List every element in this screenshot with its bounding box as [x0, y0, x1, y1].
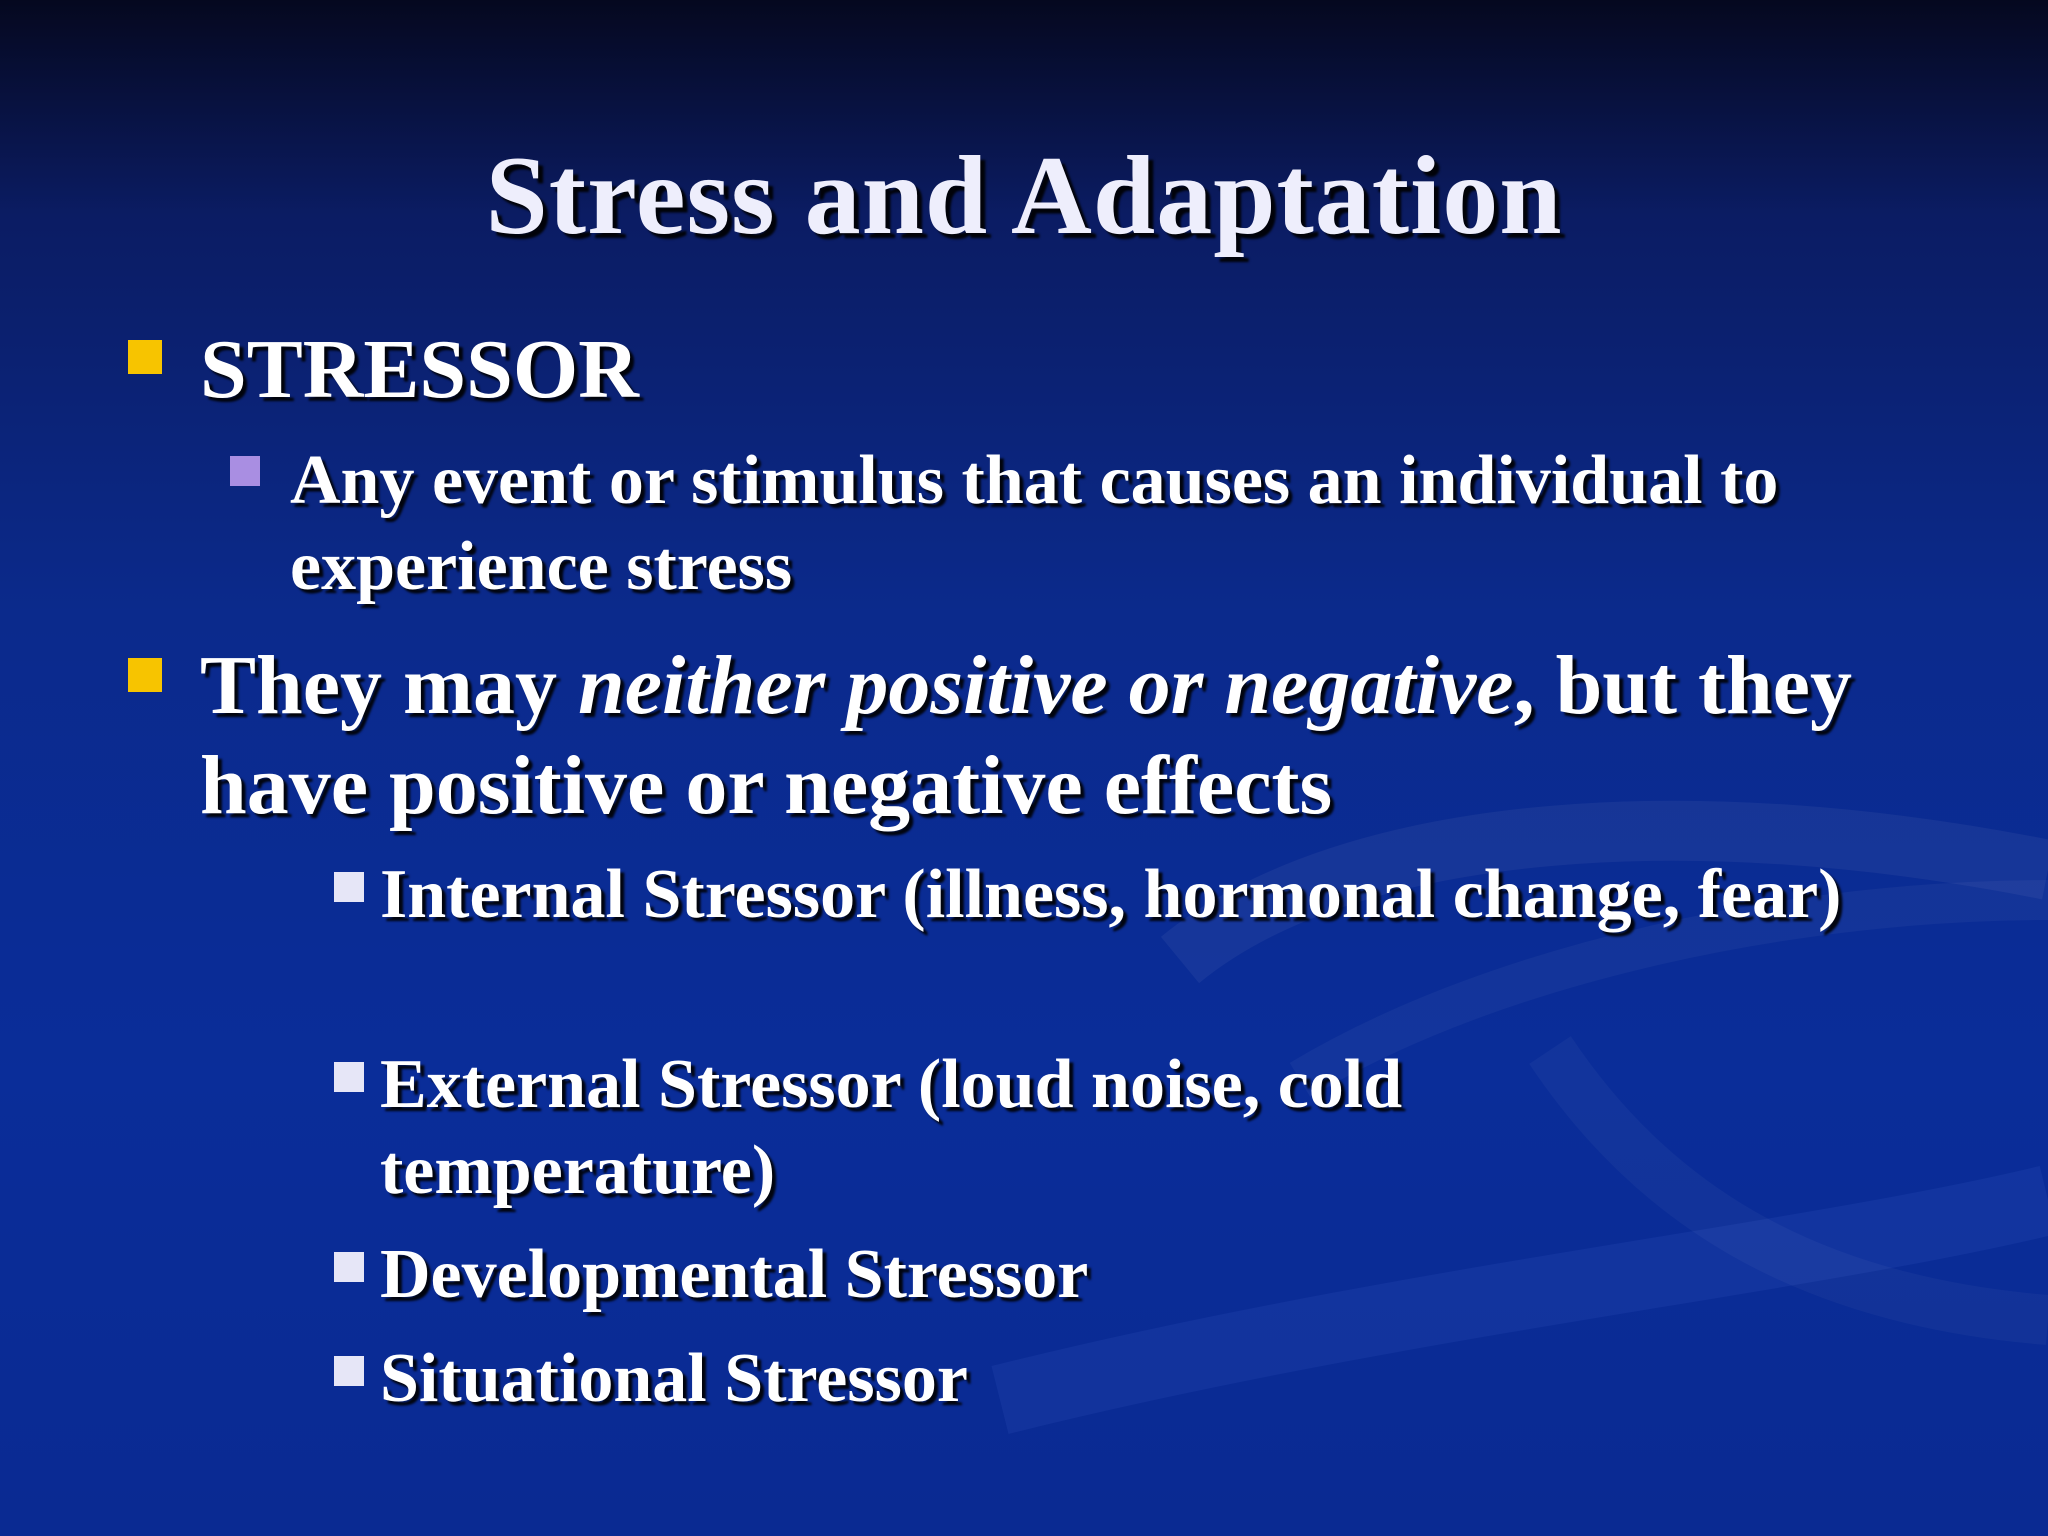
square-bullet-icon	[334, 1356, 364, 1386]
effects-emphasis: neither positive or negative	[578, 639, 1514, 732]
effects-text-start: They may	[200, 639, 578, 732]
bullet-developmental-stressor: Developmental Stressor	[380, 1236, 1089, 1313]
square-bullet-icon	[334, 872, 364, 902]
bullet-internal-stressor: Internal Stressor (illness, hormonal change, fear)	[380, 856, 1842, 933]
effects-text-end: , but they have positive or negative effects	[200, 639, 1852, 832]
bullet-stressor-effects	[200, 636, 1860, 836]
square-bullet-icon	[334, 1062, 364, 1092]
bullet-stressor: STRESSOR	[200, 323, 639, 416]
bullet-external-stressor: External Stressor (loud noise, cold temperature)	[380, 1046, 1403, 1209]
slide-title: Stress and Adaptation	[485, 134, 1563, 258]
square-bullet-icon	[128, 658, 162, 692]
square-bullet-icon	[230, 456, 260, 486]
bullet-situational-stressor: Situational Stressor	[380, 1340, 968, 1417]
square-bullet-icon	[128, 340, 162, 374]
square-bullet-icon	[334, 1252, 364, 1282]
bullet-stressor-definition: Any event or stimulus that causes an individual to experience stress	[290, 442, 1779, 605]
